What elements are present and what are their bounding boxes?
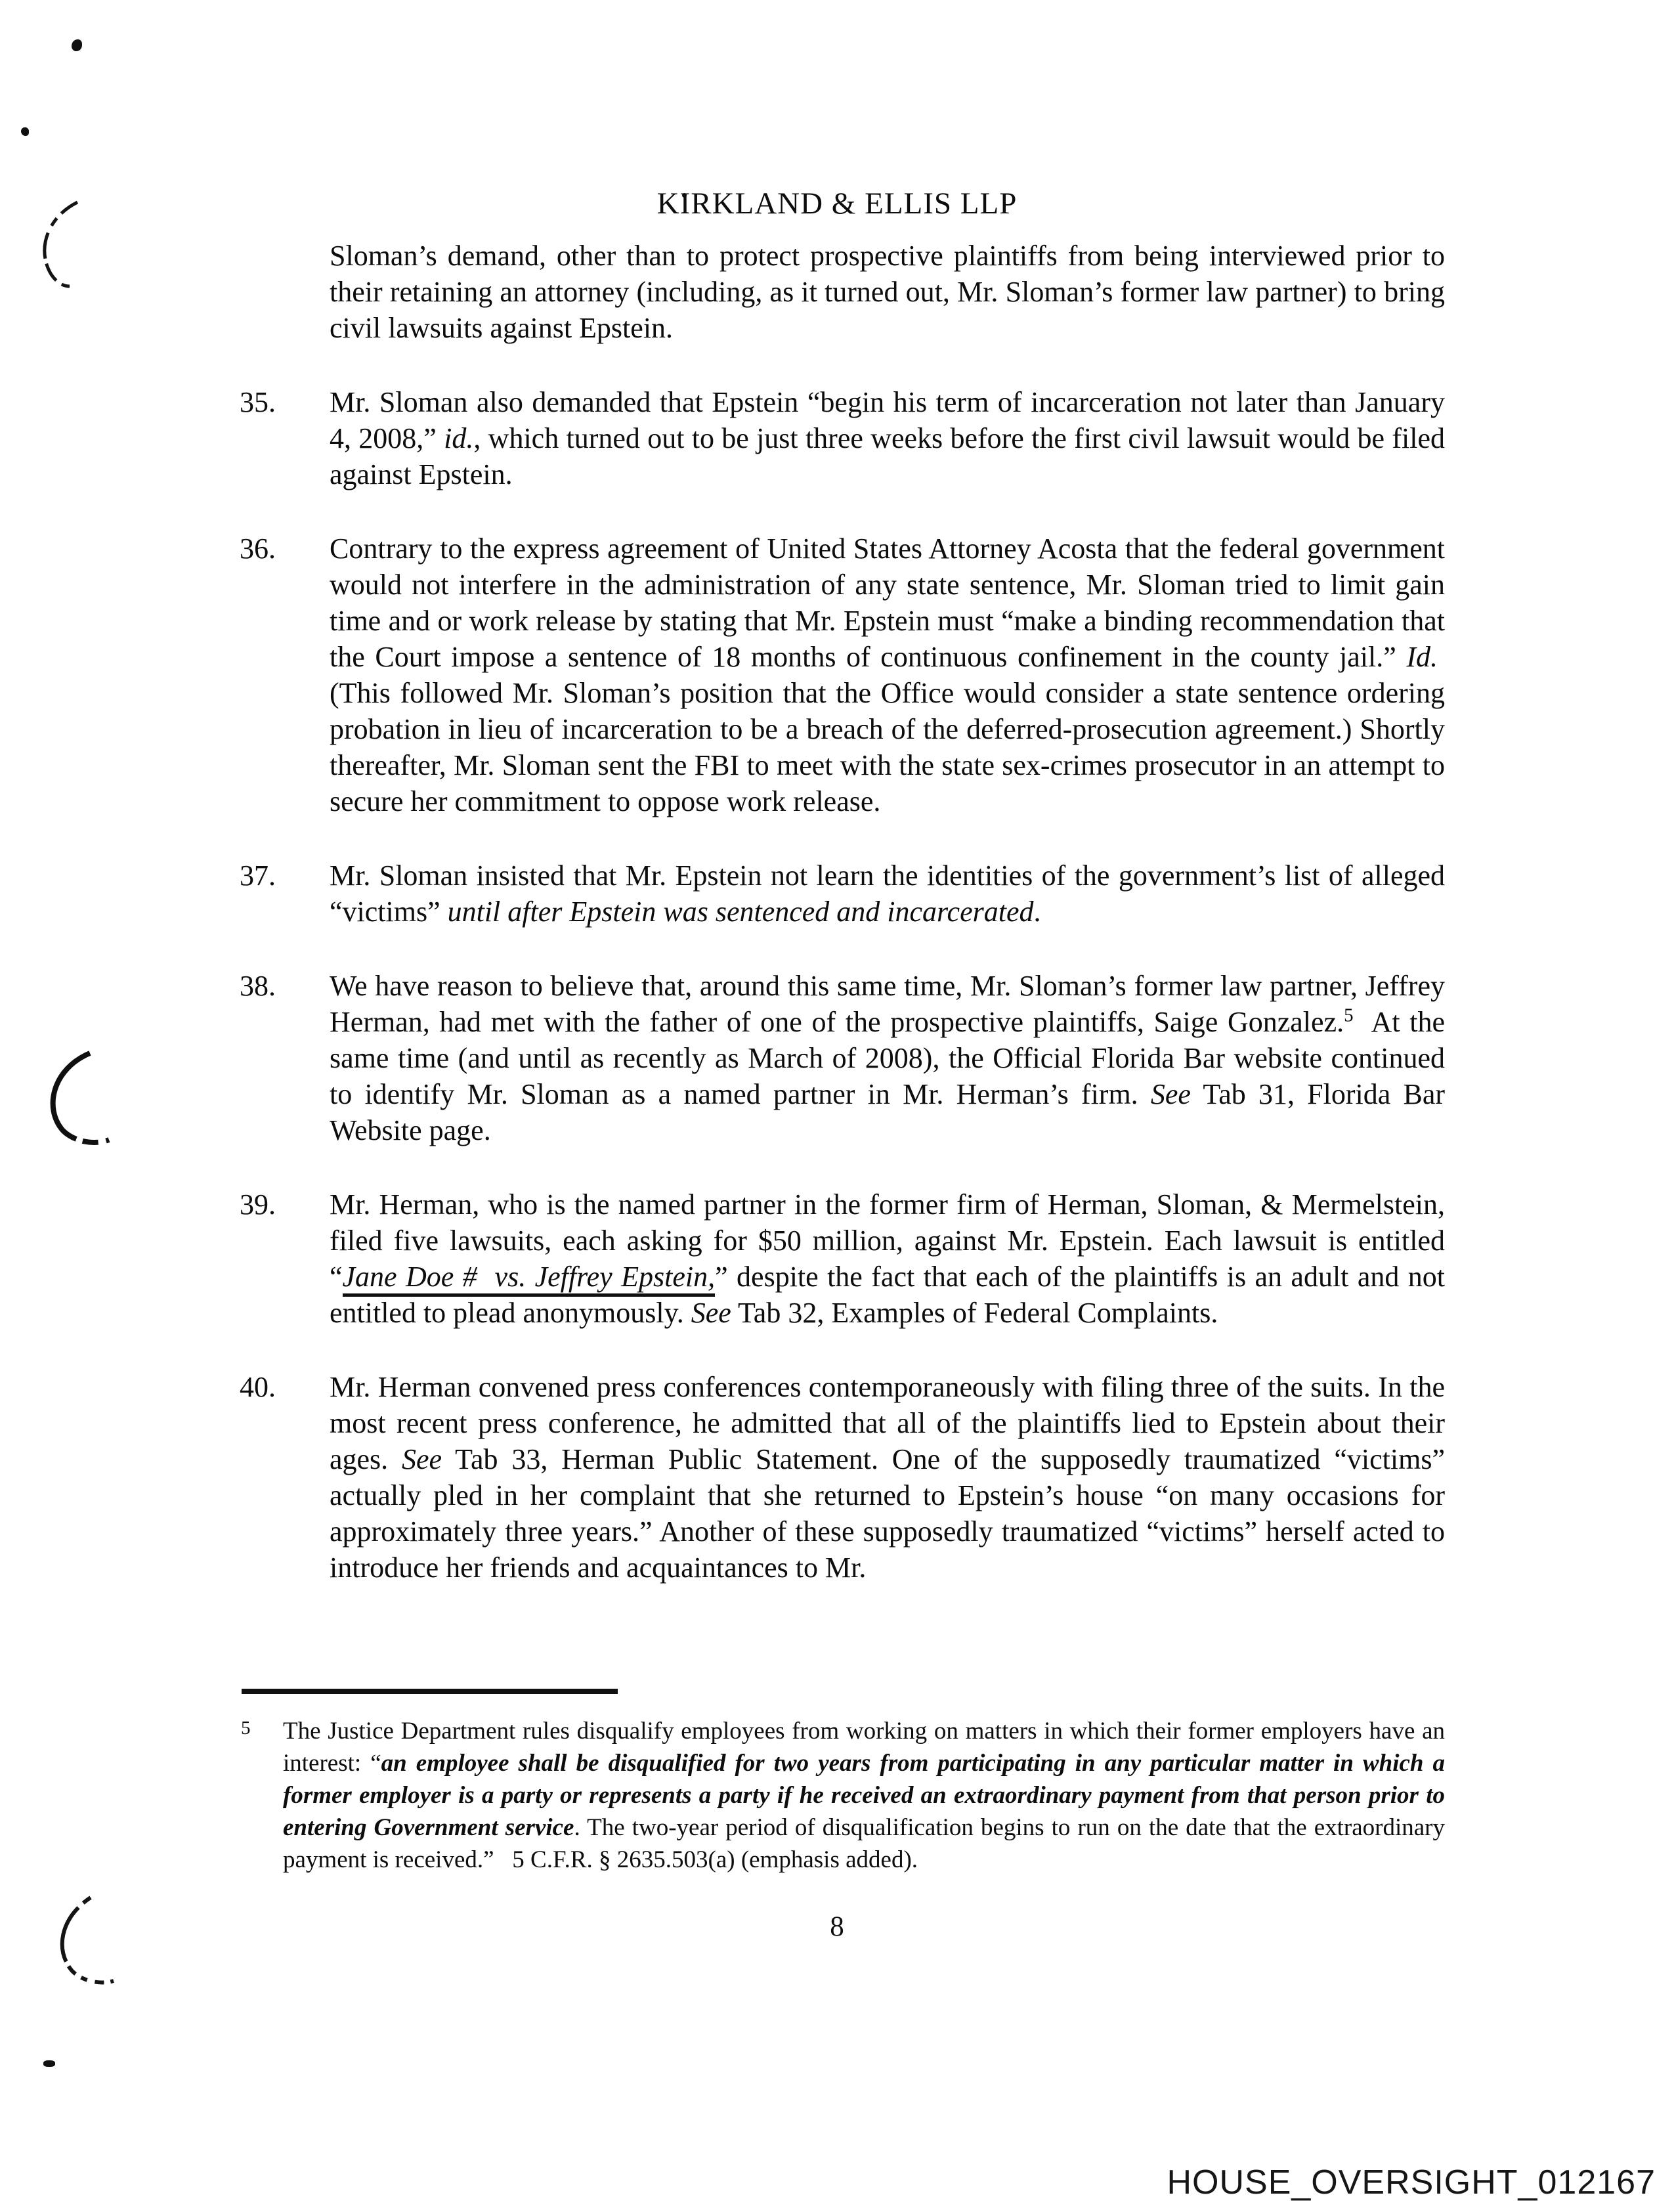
text-run-italic: id. bbox=[444, 422, 474, 454]
footnote-separator-line bbox=[242, 1689, 618, 1694]
paragraph-number: 37. bbox=[240, 859, 276, 892]
scan-artifact-arc bbox=[34, 1048, 113, 1148]
paragraph-number: 38. bbox=[240, 970, 276, 1002]
paragraph-37 bbox=[240, 857, 1445, 930]
text-run: At the same time (and until as recently as March of 2008), the Official Florida Bar website continued to identify Mr. Sloman as a named partner in Mr. Herman’s firm. bbox=[330, 1006, 1445, 1110]
bates-stamp: HOUSE_OVERSIGHT_012167 bbox=[1167, 2163, 1656, 2201]
text-run: Tab 32, Examples of Federal Complaints. bbox=[731, 1297, 1218, 1329]
paragraph-38 bbox=[240, 968, 1445, 1148]
paragraph-text bbox=[330, 857, 1445, 930]
text-run: Sloman’s demand, other than to protect prospective plaintiffs from being interviewed prior to their retaining an attorney (including, as it turned out, Mr. Sloman’s former law partner) to bring civil lawsuits against Epstein. bbox=[330, 240, 1445, 344]
paragraph-number: 40. bbox=[240, 1371, 276, 1403]
text-run: We have reason to believe that, around this same time, Mr. Sloman’s former law partner, Jeffrey Herman, had met with the father of one of the prospective plaintiffs, Saige Gonzalez. bbox=[330, 970, 1445, 1038]
text-run: Tab 33, Herman Public Statement. One of the supposedly traumatized “victims” actually pled in her complaint that she returned to Epstein’s house “on many occasions for approximately three years.” Another of these supposedly traumatized “victims” herself acted to introduce her friends and acquaintances to Mr. bbox=[330, 1443, 1445, 1584]
text-run-italic: See bbox=[402, 1443, 442, 1475]
text-run: ” despite the fact that each of the plaintiffs is an adult and not entitled to plead anonymously. bbox=[330, 1261, 1445, 1329]
scan-artifact-dot bbox=[43, 2060, 55, 2067]
document-body bbox=[240, 238, 1445, 1586]
text-run-italic: See bbox=[1150, 1078, 1191, 1110]
text-run: Mr. Herman, who is the named partner in the former firm of Herman, Sloman, & Mermelstein, filed five lawsuits, each asking for $50 million, against Mr. Epstein. Each lawsuit is entitled “ bbox=[330, 1188, 1445, 1293]
paragraph-40 bbox=[240, 1369, 1445, 1586]
text-run-italic: Id. bbox=[1406, 641, 1438, 673]
paragraph-text bbox=[330, 1186, 1445, 1331]
text-run: Tab 31, Florida Bar Website page. bbox=[330, 1078, 1445, 1146]
case-title-underlined: Jane Doe # vs. Jeffrey Epstein, bbox=[343, 1261, 716, 1297]
paragraph-36 bbox=[240, 531, 1445, 819]
text-run-italic: until after Epstein was sentenced and incarcerated bbox=[447, 896, 1034, 928]
paragraph-35 bbox=[240, 384, 1445, 492]
footnote-marker: 5 bbox=[241, 1718, 251, 1739]
footnote-5 bbox=[240, 1715, 1445, 1876]
text-run: , which turned out to be just three weeks before the first civil lawsuit would be filed against Epstein. bbox=[330, 422, 1446, 490]
text-run-italic: See bbox=[691, 1297, 731, 1329]
scan-artifact-dot bbox=[21, 127, 29, 136]
paragraph-number: 39. bbox=[240, 1188, 276, 1221]
text-run: . The two-year period of disqualification begins to run on the date that the extraordinary payment is received.” 5 C.F.R. § 2635.503(a) (emphasis added). bbox=[283, 1814, 1446, 1873]
paragraph-number: 35. bbox=[240, 386, 276, 418]
paragraph-text bbox=[330, 1369, 1445, 1586]
text-run: . bbox=[1033, 896, 1041, 928]
text-run: Mr. Herman convened press conferences contemporaneously with filing three of the suits. In the most recent press conference, he admitted that all of the plaintiffs lied to Epstein about their ages. bbox=[330, 1371, 1445, 1475]
intro-continuation-paragraph bbox=[330, 238, 1445, 346]
paragraph-39 bbox=[240, 1186, 1445, 1331]
text-run: (This followed Mr. Sloman’s position that the Office would consider a state sentence ordering probation in lieu of incarceration to be a breach of the deferred-prosecution agreement.) Shortly thereafter, Mr. Sloman sent the FBI to meet with the state sex-crimes prosecutor in an attempt to secure her commitment to oppose work release. bbox=[330, 641, 1445, 817]
text-run: The Justice Department rules disqualify employees from working on matters in which their former employers have an interest: “ bbox=[283, 1718, 1445, 1777]
text-run: Contrary to the express agreement of United States Attorney Acosta that the federal government would not interfere in the administration of any state sentence, Mr. Sloman tried to limit gain time and or work release by stating that Mr. Epstein must “make a binding recommendation that the Court impose a sentence of 18 months of continuous confinement in the county jail.” bbox=[330, 532, 1445, 673]
text-run: Mr. Sloman also demanded that Epstein “begin his term of incarceration not later than January 4, 2008,” bbox=[330, 386, 1445, 454]
text-run: Mr. Sloman insisted that Mr. Epstein not learn the identities of the government’s list of alleged “victims” bbox=[330, 859, 1445, 928]
footnote-reference: 5 bbox=[1344, 1005, 1354, 1026]
paragraph-text bbox=[330, 968, 1445, 1148]
text-run-bold-italic: an employee shall be disqualified for two years from participating in any particular matter in which a former employer is a party or represents a party if he received an extraordinary payment from that person prior to entering Government service bbox=[283, 1750, 1446, 1841]
law-firm-header: KIRKLAND & ELLIS LLP bbox=[656, 186, 1018, 221]
page-number: 8 bbox=[830, 1911, 844, 1942]
paragraph-number: 36. bbox=[240, 532, 276, 565]
paragraph-text bbox=[330, 531, 1445, 819]
paragraph-text bbox=[330, 384, 1445, 492]
scan-artifact-dot bbox=[72, 39, 82, 51]
